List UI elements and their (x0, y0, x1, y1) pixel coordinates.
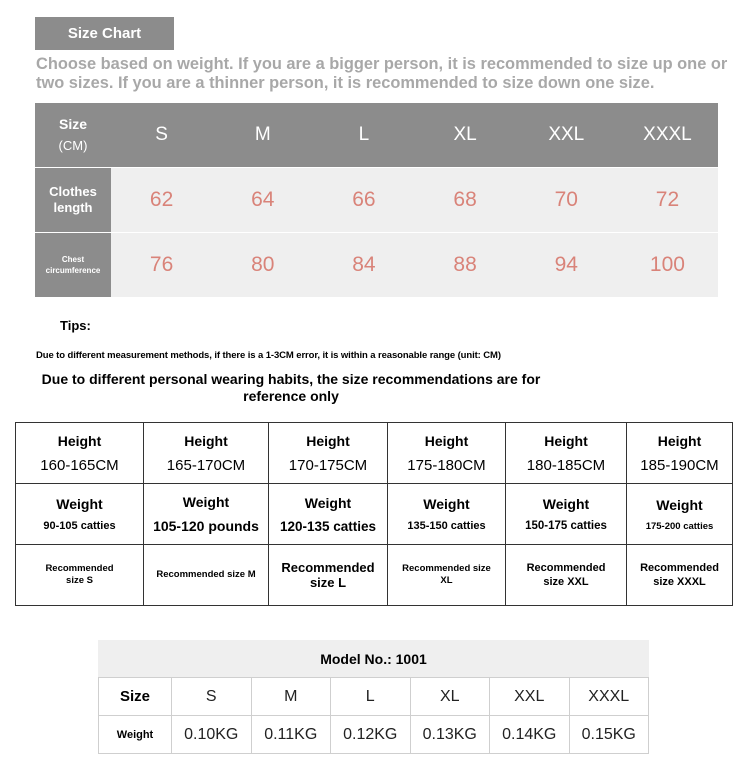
recommendation-table (15, 422, 733, 606)
height-label: Height (184, 432, 228, 449)
weight-label: Weight (304, 494, 352, 511)
height-cell (506, 423, 627, 484)
height-cell (144, 423, 269, 484)
height-value: 170-175CM (288, 456, 368, 474)
height-value: 185-190CM (640, 456, 719, 474)
chest-cell: 80 (251, 253, 275, 276)
size-header-cell: XXL (548, 124, 585, 145)
size-header-cell: S (155, 124, 168, 145)
weight-cell (16, 484, 144, 545)
size-header-cell: L (358, 124, 370, 145)
model-size-label: Size (98, 678, 171, 715)
recommended-size-text: Recommended size XL (402, 563, 491, 586)
height-label: Height (424, 432, 469, 449)
height-row (16, 423, 733, 484)
weight-cell (144, 484, 269, 545)
height-cell (388, 423, 506, 484)
model-number-title: Model No.: 1001 (98, 640, 649, 677)
size-label: Size (58, 116, 87, 132)
weight-value: 135-150 catties (407, 520, 486, 532)
recommended-size-row (16, 545, 733, 606)
tips-measurement-note: Due to different measurement methods, if there is a 1-3CM error, it is within a reasonable range (unit: CM) (36, 350, 501, 361)
chest-label: Chest circumference (35, 233, 111, 297)
size-table (35, 103, 718, 297)
size-header-cell: XXXL (643, 124, 692, 145)
weight-label: Weight (423, 496, 470, 512)
clothes-length-cell: 62 (149, 188, 174, 211)
weight-cell (506, 484, 627, 545)
recommended-size-cell (627, 545, 733, 606)
clothes-length-cell: 66 (352, 188, 376, 211)
chest-cell: 84 (352, 253, 376, 276)
model-weight-cell: 0.11KG (251, 716, 331, 753)
size-header-cell: M (254, 124, 271, 145)
weight-cell (627, 484, 733, 545)
model-weight-cell: 0.12KG (330, 716, 410, 753)
height-label: Height (657, 432, 702, 449)
height-label: Height (57, 432, 102, 449)
model-weight-table (98, 640, 649, 754)
model-size-cell: L (330, 678, 410, 715)
recommended-size-cell (144, 545, 269, 606)
tips-title: Tips: (60, 318, 91, 333)
model-weight-label: Weight (98, 716, 171, 753)
height-value: 180-185CM (526, 456, 606, 474)
weight-label: Weight (182, 494, 230, 510)
weight-cell (388, 484, 506, 545)
recommended-size-cell (16, 545, 144, 606)
recommended-size-cell (269, 545, 388, 606)
recommended-size-text: Recommended size XXL (526, 562, 606, 588)
model-size-cell: M (251, 678, 331, 715)
chest-cell: 88 (453, 253, 477, 276)
model-weight-cell: 0.10KG (171, 716, 251, 753)
weight-cell (269, 484, 388, 545)
clothes-length-cell: 64 (251, 188, 275, 211)
height-label: Height (544, 432, 588, 449)
model-size-row (98, 677, 649, 716)
weight-value: 120-135 catties (279, 518, 377, 534)
size-header-label (35, 103, 111, 167)
height-label: Height (306, 432, 350, 449)
intro-text: Choose based on weight. If you are a bigger person, it is recommended to size up one or two sizes. If you are a thinner person, it is recommended to size down one size. (36, 55, 728, 92)
clothes-length-cell: 70 (554, 188, 578, 211)
recommended-size-text: Recommended size S (45, 563, 114, 586)
clothes-length-cell: 68 (453, 188, 477, 211)
weight-label: Weight (56, 496, 103, 512)
model-weight-cell: 0.13KG (410, 716, 490, 753)
weight-row (16, 484, 733, 545)
weight-label: Weight (656, 496, 703, 513)
recommended-size-cell (506, 545, 627, 606)
chest-cell: 76 (149, 253, 174, 276)
chest-cell: 94 (554, 253, 578, 276)
clothes-length-label: Clothes length (35, 168, 111, 232)
model-weight-cell: 0.15KG (569, 716, 650, 753)
model-size-cell: S (171, 678, 251, 715)
model-weight-cell: 0.14KG (489, 716, 569, 753)
height-value: 160-165CM (40, 456, 119, 474)
recommended-size-text: Recommended size XXXL (640, 562, 719, 588)
height-value: 175-180CM (407, 456, 486, 474)
weight-value: 175-200 catties (645, 520, 714, 532)
size-header-cell: XL (453, 124, 477, 145)
recommended-size-cell (388, 545, 506, 606)
model-weight-row (98, 716, 649, 754)
chest-row (35, 233, 718, 297)
height-cell (627, 423, 733, 484)
size-unit: (CM) (58, 138, 88, 153)
model-size-cell: XL (410, 678, 490, 715)
clothes-length-row (35, 168, 718, 232)
model-size-cell: XXL (489, 678, 569, 715)
tips-reference-note: Due to different personal wearing habits, the size recommendations are for reference only (41, 371, 541, 404)
size-header-row (35, 103, 718, 167)
recommended-size-text: Recommended size M (156, 569, 256, 580)
weight-label: Weight (542, 496, 590, 512)
weight-value: 90-105 catties (43, 520, 116, 532)
size-chart-title: Size Chart (35, 17, 174, 50)
weight-value: 105-120 pounds (153, 518, 259, 534)
clothes-length-cell: 72 (655, 188, 680, 211)
recommended-size-text: Recommended size L (281, 560, 375, 590)
height-cell (269, 423, 388, 484)
chest-cell: 100 (649, 253, 685, 276)
weight-value: 150-175 catties (525, 520, 607, 532)
height-value: 165-170CM (166, 456, 246, 474)
model-size-cell: XXXL (569, 678, 650, 715)
height-cell (16, 423, 144, 484)
